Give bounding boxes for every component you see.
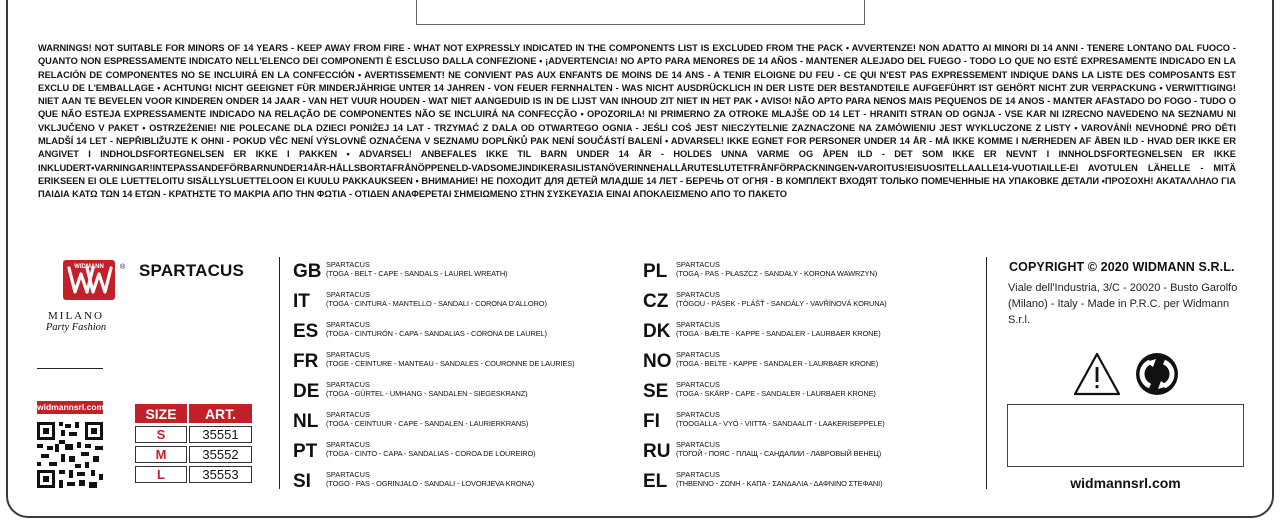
language-code: FI xyxy=(643,411,660,432)
logo-city: MILANO xyxy=(48,310,104,322)
table-row xyxy=(135,446,252,463)
item-description: (TOGA - GÜRTEL - UMHANG - SANDALEN - SIEGESKRANZ) xyxy=(326,389,528,398)
size-header: SIZE xyxy=(135,404,187,423)
language-code: EL xyxy=(643,471,668,492)
product-name: SPARTACUS xyxy=(139,261,245,280)
item-description: (TOOGALLA - VYÖ - VIITTA - SANDAALIT - LAAKERISEPPELE) xyxy=(676,419,885,428)
language-code: RU xyxy=(643,441,671,462)
table-row xyxy=(135,466,252,483)
website-badge: widmannsrl.com xyxy=(37,402,105,412)
item-name: SPARTACUS xyxy=(676,260,720,269)
item-name: SPARTACUS xyxy=(326,260,370,269)
registered-mark: ® xyxy=(120,264,126,271)
art-cell: 35551 xyxy=(189,426,252,443)
size-table xyxy=(133,401,254,486)
item-description: (TOGO - PAS - OGRINJALO - SANDALI - LOVORJEVA KRONA) xyxy=(326,479,534,488)
language-code: ES xyxy=(293,321,319,342)
item-name: SPARTACUS xyxy=(676,470,720,479)
language-code: DE xyxy=(293,381,320,402)
language-code: NL xyxy=(293,411,319,432)
item-name: SPARTACUS xyxy=(676,290,720,299)
company-address: Viale dell'Industria, 3/C - 20020 - Busto Garolfo (Milano) - Italy - Made in P.R.C. per Widmann S.r.l. xyxy=(1008,282,1238,326)
table-row xyxy=(135,426,252,443)
item-description: (TOGA - BELTE - KAPPE - SANDALER - LAURBAER KRONE) xyxy=(676,359,879,368)
item-name: SPARTACUS xyxy=(326,350,370,359)
item-description: (TOGE - CEINTURE - MANTEAU - SANDALES - COURONNE DE LAURIES) xyxy=(326,359,575,368)
column-divider xyxy=(279,257,280,489)
item-name: SPARTACUS xyxy=(326,290,370,299)
safety-symbols xyxy=(1073,351,1183,397)
item-name: SPARTACUS xyxy=(676,320,720,329)
copyright-text: COPYRIGHT © 2020 WIDMANN S.R.L. xyxy=(1009,260,1235,274)
item-description: (ΤΗΒΕΝΝΟ - ΖΩΝΗ - ΚΑΠΑ - ΣΑΝΔΑΛΙΑ - ΔΑΦΝΙΝΟ ΣΤΕΦΑΝΙ) xyxy=(676,479,883,488)
language-code: DK xyxy=(643,321,671,342)
warning-triangle-icon xyxy=(1075,354,1119,394)
language-code: PT xyxy=(293,441,318,462)
item-description: (TOGA - CEINTUUR - CAPE - SANDALEN - LAURIERKRANS) xyxy=(326,419,529,428)
footer-website: widmannsrl.com xyxy=(1070,475,1181,491)
language-code: NO xyxy=(643,351,672,372)
item-description: (TOGĄ - PAS - PŁASZCZ - SANDAŁY - KORONA WAWRZYN) xyxy=(676,269,878,278)
item-description: (TOGA - BELT - CAPE - SANDALS - LAUREL WREATH) xyxy=(326,269,508,278)
item-name: SPARTACUS xyxy=(676,350,720,359)
item-name: SPARTACUS xyxy=(326,380,370,389)
safety-warnings-text: WARNINGS! NOT SUITABLE FOR MINORS OF 14 YEARS - KEEP AWAY FROM FIRE - WHAT NOT EXPRESSLY INDICATED IN THE COMPONENTS LIST IS EXCLUDED FROM THE PACK • AVVERTENZE! NON ADATTO AI MINORI DI 14 ANNI - TENERE LONTANO DAL FUOCO - QUANTO NON ESPRESSAMENTE INDICATO NELL'ELENCO DEI COMPONENTI È ESCLUSO DALLA CONFEZIONE • ¡ADVERTENCIA! NO APTO PARA MENORES DE 14 AÑOS - MANTENER ALEJADO DEL FUEGO - TODO LO QUE NO ESTÉ EXPRESAMENTE INDICADO EN LA RELACIÓN DE COMPONENTES NO SE INCLUIRÁ EN LA CONFECCIÓN • AVERTISSEMENT! NE CONVIENT PAS AUX ENFANTS DE MOINS DE 14 ANS - A TENIR ELOIGNE DU FEU - CE QUI N'EST PAS EXPRESSEMENT INDIQUE DANS LA LISTE DES COMPOSANTS EST EXCLU DE L'EMBALLAGE • ACHTUNG! NICHT GEEIGNET FÜR MINDERJÄHRIGE UNTER 14 JAHREN - VON FEUER FERNHALTEN - WAS NICHT AUSDRÜCKLICH IN DER LISTE DER BESTANDTEILE AUFGEFÜHRT IST GEHÖRT NICHT ZUR VERPACKUNG • VERWITTIGING! NIET AAN TE BEVELEN VOOR KINDEREN ONDER 14 JAAR - VAN HET VUUR HOUDEN - WAT NIET AANGEDUID IS IN DE LIJST VAN INHOUD ZIT NIET IN HET PAK • AVISO! NÃO APTO PARA NENOS MAIS PEQUENOS DE 14 ANOS - MANTER AFASTADO DO FOGO - TUDO O QUE NÃO ESTEJA EXPRESSAMENTE INDICADO NA RELAÇÃO DE COMPONENTES NÃO SE INCLUIRÁ NA CONFECÇÃO • OPOZORILA! NI PRIMERNO ZA OTROKE MLAJŠE OD 14 LET - HRANITI STRAN OD OGNJA - VSE KAR NI IZRECNO NAVEDENO NA SEZNAMU NI VKLJUČENO V PAKET • OSTRZEŻENIE! NIE POLECANE DLA DZIECI PONIŻEJ 14 LAT - TRZYMAĆ Z DALA OD OTWARTEGO OGNIA - JEŚLI COŚ JEST NIECZYTELNIE ZAZNACZONE NA ZAMÓWIENIU JEST WYKLUCZONE Z LISTY • VAROVÁNÍ! NEVHODNÉ PRO DĚTI MLADŠÍ 14 LET - NEPŘIBLIŽUJTE K OHNI - POKUD VĚC NENÍ VÝSLOVNĚ OZNAČENA V SEZNAMU DOPLŇKŮ PAK NENÍ SOUČÁSTÍ BALENÍ • ADVARSEL! IKKE EGNET FOR PERSONER UNDER 14 ÅR - MÅ IKKE KOMME I NÆRHEDEN AF ÅBEN ILD - HVAD DER IKKE ER ANGIVET I INDHOLDSFORTEGNELSEN ER IKKE I PAKKEN • ADVARSEL! ANBEFALES IKKE TIL BARN UNDER 14 ÅR - HOLDES UNNA VARME OG ÅPEN ILD - DET SOM IKKE ER NEVNT I INNHOLDSFORTEGNELSEN ER IKKE INKLUDERT•VARNINGAR!INTEPASSANDEFÖRBARNUNDER14ÅR-HÅLLSBORTAFRÅNÖPPENELD-VADSOMEJINDIKERASILISTANÖVERINNEHALLÅRUTESLUTETFRÅNFÖRPACKNINGEN•VAROITUS!EISUOSITELLAALLE14-VUOTIAILLE-EI AVOTULEN LÄHELLE - MITÄ ERIKSEEN EI OLE LUETTELOITU SISÄLLYSLUETTELOON EI KUULU PAKKAUKSEEN • ВНИМАНИЕ! НЕ ПОХОДИТ ДЛЯ ДЕТЕЙ МЛАДШЕ 14 ЛЕТ - БЕРЕЧЬ ОТ ОГНЯ - В КОМПЛЕКТ ВХОДЯТ ТОЛЬКО ПОМЕЧЕННЫЕ НА УПАКОВКЕ ДЕТАЛИ •ΠΡΟΣΟΧΗ! ΑΚΑΤΑΛΛΗΛΟ ΓΙΑ ΠΑΙΔΙΑ ΚΑΤΩ ΤΩΝ 14 ΕΤΩΝ - ΚΡΑΤΗΣΤΕ ΤΟ ΜΑΚΡΙΑ ΑΠΟ ΤΗΝ ΦΩΤΙΑ - ΟΤΙΔΕΝ ΑΝΑΦΕΡΕΤΑΙ ΣΗΜΕΙΩΜΕΝΟ ΣΤΗΝ ΣΥΣΚΕΥΑΣΙΑ ΕΙΝΑΙ ΑΠΟΚΛΕΙΣΜΕΝΟ ΑΠΟ ΤΟ ΠΑΚΕΤΟ xyxy=(38,42,1236,200)
language-code: CZ xyxy=(643,291,669,312)
blank-label-box xyxy=(1007,404,1244,467)
divider-line xyxy=(37,368,103,369)
item-name: SPARTACUS xyxy=(326,440,370,449)
art-header: ART. xyxy=(189,404,252,423)
language-code: GB xyxy=(293,261,322,282)
top-label-box xyxy=(416,0,865,25)
size-cell: L xyxy=(135,466,187,483)
green-dot-recycle-icon xyxy=(1136,353,1178,395)
item-description: (TÓGOU - PÁSEK - PLÁŠŤ - SANDÁLY - VAVŘÍNOVÁ KORUNA) xyxy=(676,299,887,308)
language-code: SE xyxy=(643,381,669,402)
art-cell: 35552 xyxy=(189,446,252,463)
widmann-logo-icon xyxy=(63,260,115,300)
item-description: (TOGA - BÆLTE - KAPPE - SANDALER - LAURBAER KRONE) xyxy=(676,329,881,338)
art-cell: 35553 xyxy=(189,466,252,483)
item-description: (TOGA - CINTURA - MANTELLO - SANDALI - CORONA D'ALLORO) xyxy=(326,299,547,308)
language-code: PL xyxy=(643,261,668,282)
item-name: SPARTACUS xyxy=(676,440,720,449)
item-name: SPARTACUS xyxy=(326,410,370,419)
language-code: IT xyxy=(293,291,310,312)
language-code: SI xyxy=(293,471,311,492)
language-code: FR xyxy=(293,351,319,372)
widmann-logo xyxy=(36,258,126,338)
item-name: SPARTACUS xyxy=(676,410,720,419)
item-name: SPARTACUS xyxy=(676,380,720,389)
item-name: SPARTACUS xyxy=(326,320,370,329)
item-name: SPARTACUS xyxy=(326,470,370,479)
logo-tagline: Party Fashion xyxy=(45,322,107,333)
size-cell: S xyxy=(135,426,187,443)
item-description: (ТОГОЙ - ПОЯС - ПЛАЩ - САНДАЛИИ - ЛАВРОВЫЙ ВЕНЕЦ) xyxy=(676,449,882,458)
svg-text:WIDMANN: WIDMANN xyxy=(74,264,104,270)
item-description: (TOGA - CINTURÓN - CAPA - SANDALIAS - CORONA DE LAUREL) xyxy=(326,329,547,338)
item-description: (TOGA - CINTO - CAPA - SANDALIAS - COROA DE LOUREIRO) xyxy=(326,449,536,458)
qr-code-icon xyxy=(37,422,103,488)
column-divider xyxy=(986,257,987,489)
item-description: (TOGA - SKÄRP - CAPE - SANDALER - LAURBAER KRONE) xyxy=(676,389,876,398)
size-cell: M xyxy=(135,446,187,463)
